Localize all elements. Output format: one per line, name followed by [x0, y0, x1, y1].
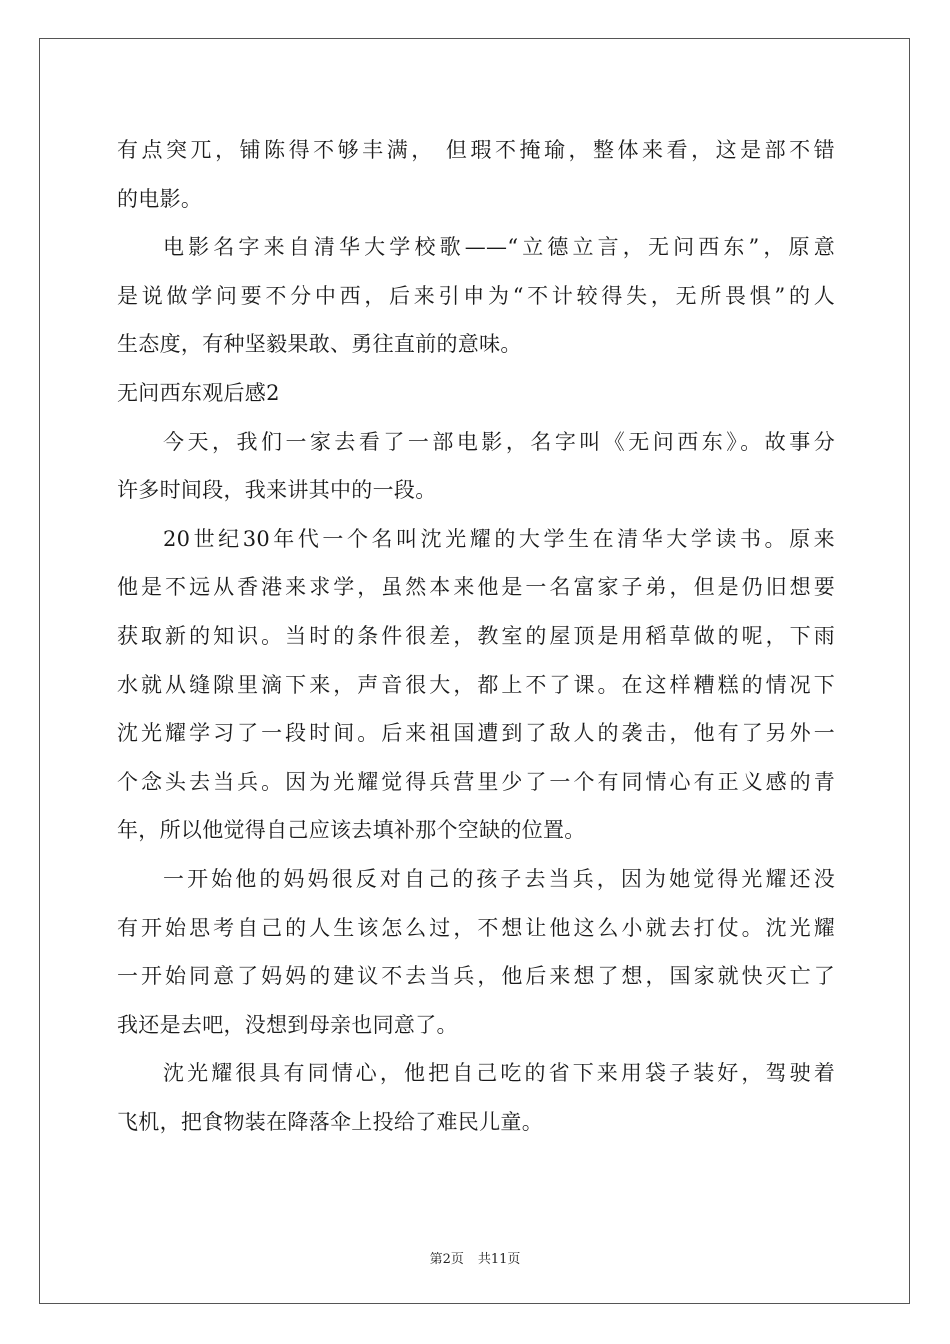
- text-line: 一开始同意了妈妈的建议不去当兵，他后来想了想，国家就快灭亡了: [117, 964, 835, 989]
- text-line: 是说做学问要不分中西，后来引申为“不计较得失，无所畏惧”的人: [117, 283, 835, 308]
- current-page-number: 第2页: [429, 1252, 464, 1267]
- page-footer: [0, 1248, 950, 1267]
- text-line: 飞机，把食物装在降落伞上投给了难民儿童。: [117, 1109, 543, 1134]
- text-line: 获取新的知识。当时的条件很差，教室的屋顶是用稻草做的呢，下雨: [117, 623, 835, 648]
- text-line: 电影名字来自清华大学校歌——“立德立言，无问西东”，原意: [163, 235, 835, 260]
- text-line: 他是不远从香港来求学，虽然本来他是一名富家子弟，但是仍旧想要: [117, 575, 835, 600]
- text-line: 今天，我们一家去看了一部电影，名字叫《无问西东》。故事分: [163, 429, 835, 454]
- text-line: 20世纪30年代一个名叫沈光耀的大学生在清华大学读书。原来: [163, 526, 835, 551]
- text-line: 的电影。: [117, 186, 203, 211]
- document-body: [117, 126, 835, 1146]
- section-heading: 无问西东观后感2: [117, 380, 280, 405]
- text-line: 沈光耀学习了一段时间。后来祖国遭到了敌人的袭击，他有了另外一: [117, 721, 835, 746]
- text-line: 沈光耀很具有同情心，他把自己吃的省下来用袋子装好，驾驶着: [163, 1061, 835, 1086]
- total-page-count: 共11页: [477, 1252, 521, 1267]
- text-line: 一开始他的妈妈很反对自己的孩子去当兵，因为她觉得光耀还没: [163, 866, 835, 891]
- text-line: 水就从缝隙里滴下来，声音很大，都上不了课。在这样糟糕的情况下: [117, 672, 835, 697]
- text-line: 有开始思考自己的人生该怎么过，不想让他这么小就去打仗。沈光耀: [117, 915, 835, 940]
- text-line: 有点突兀，铺陈得不够丰满， 但瑕不掩瑜，整体来看，这是部不错: [117, 138, 835, 162]
- text-line: 许多时间段，我来讲其中的一段。: [117, 478, 437, 503]
- text-line: 年，所以他觉得自己应该去填补那个空缺的位置。: [117, 818, 586, 843]
- text-line: 个念头去当兵。因为光耀觉得兵营里少了一个有同情心有正义感的青: [117, 769, 835, 794]
- text-line: 我还是去吧，没想到母亲也同意了。: [117, 1012, 458, 1037]
- text-line: 生态度，有种坚毅果敢、勇往直前的意味。: [117, 332, 522, 357]
